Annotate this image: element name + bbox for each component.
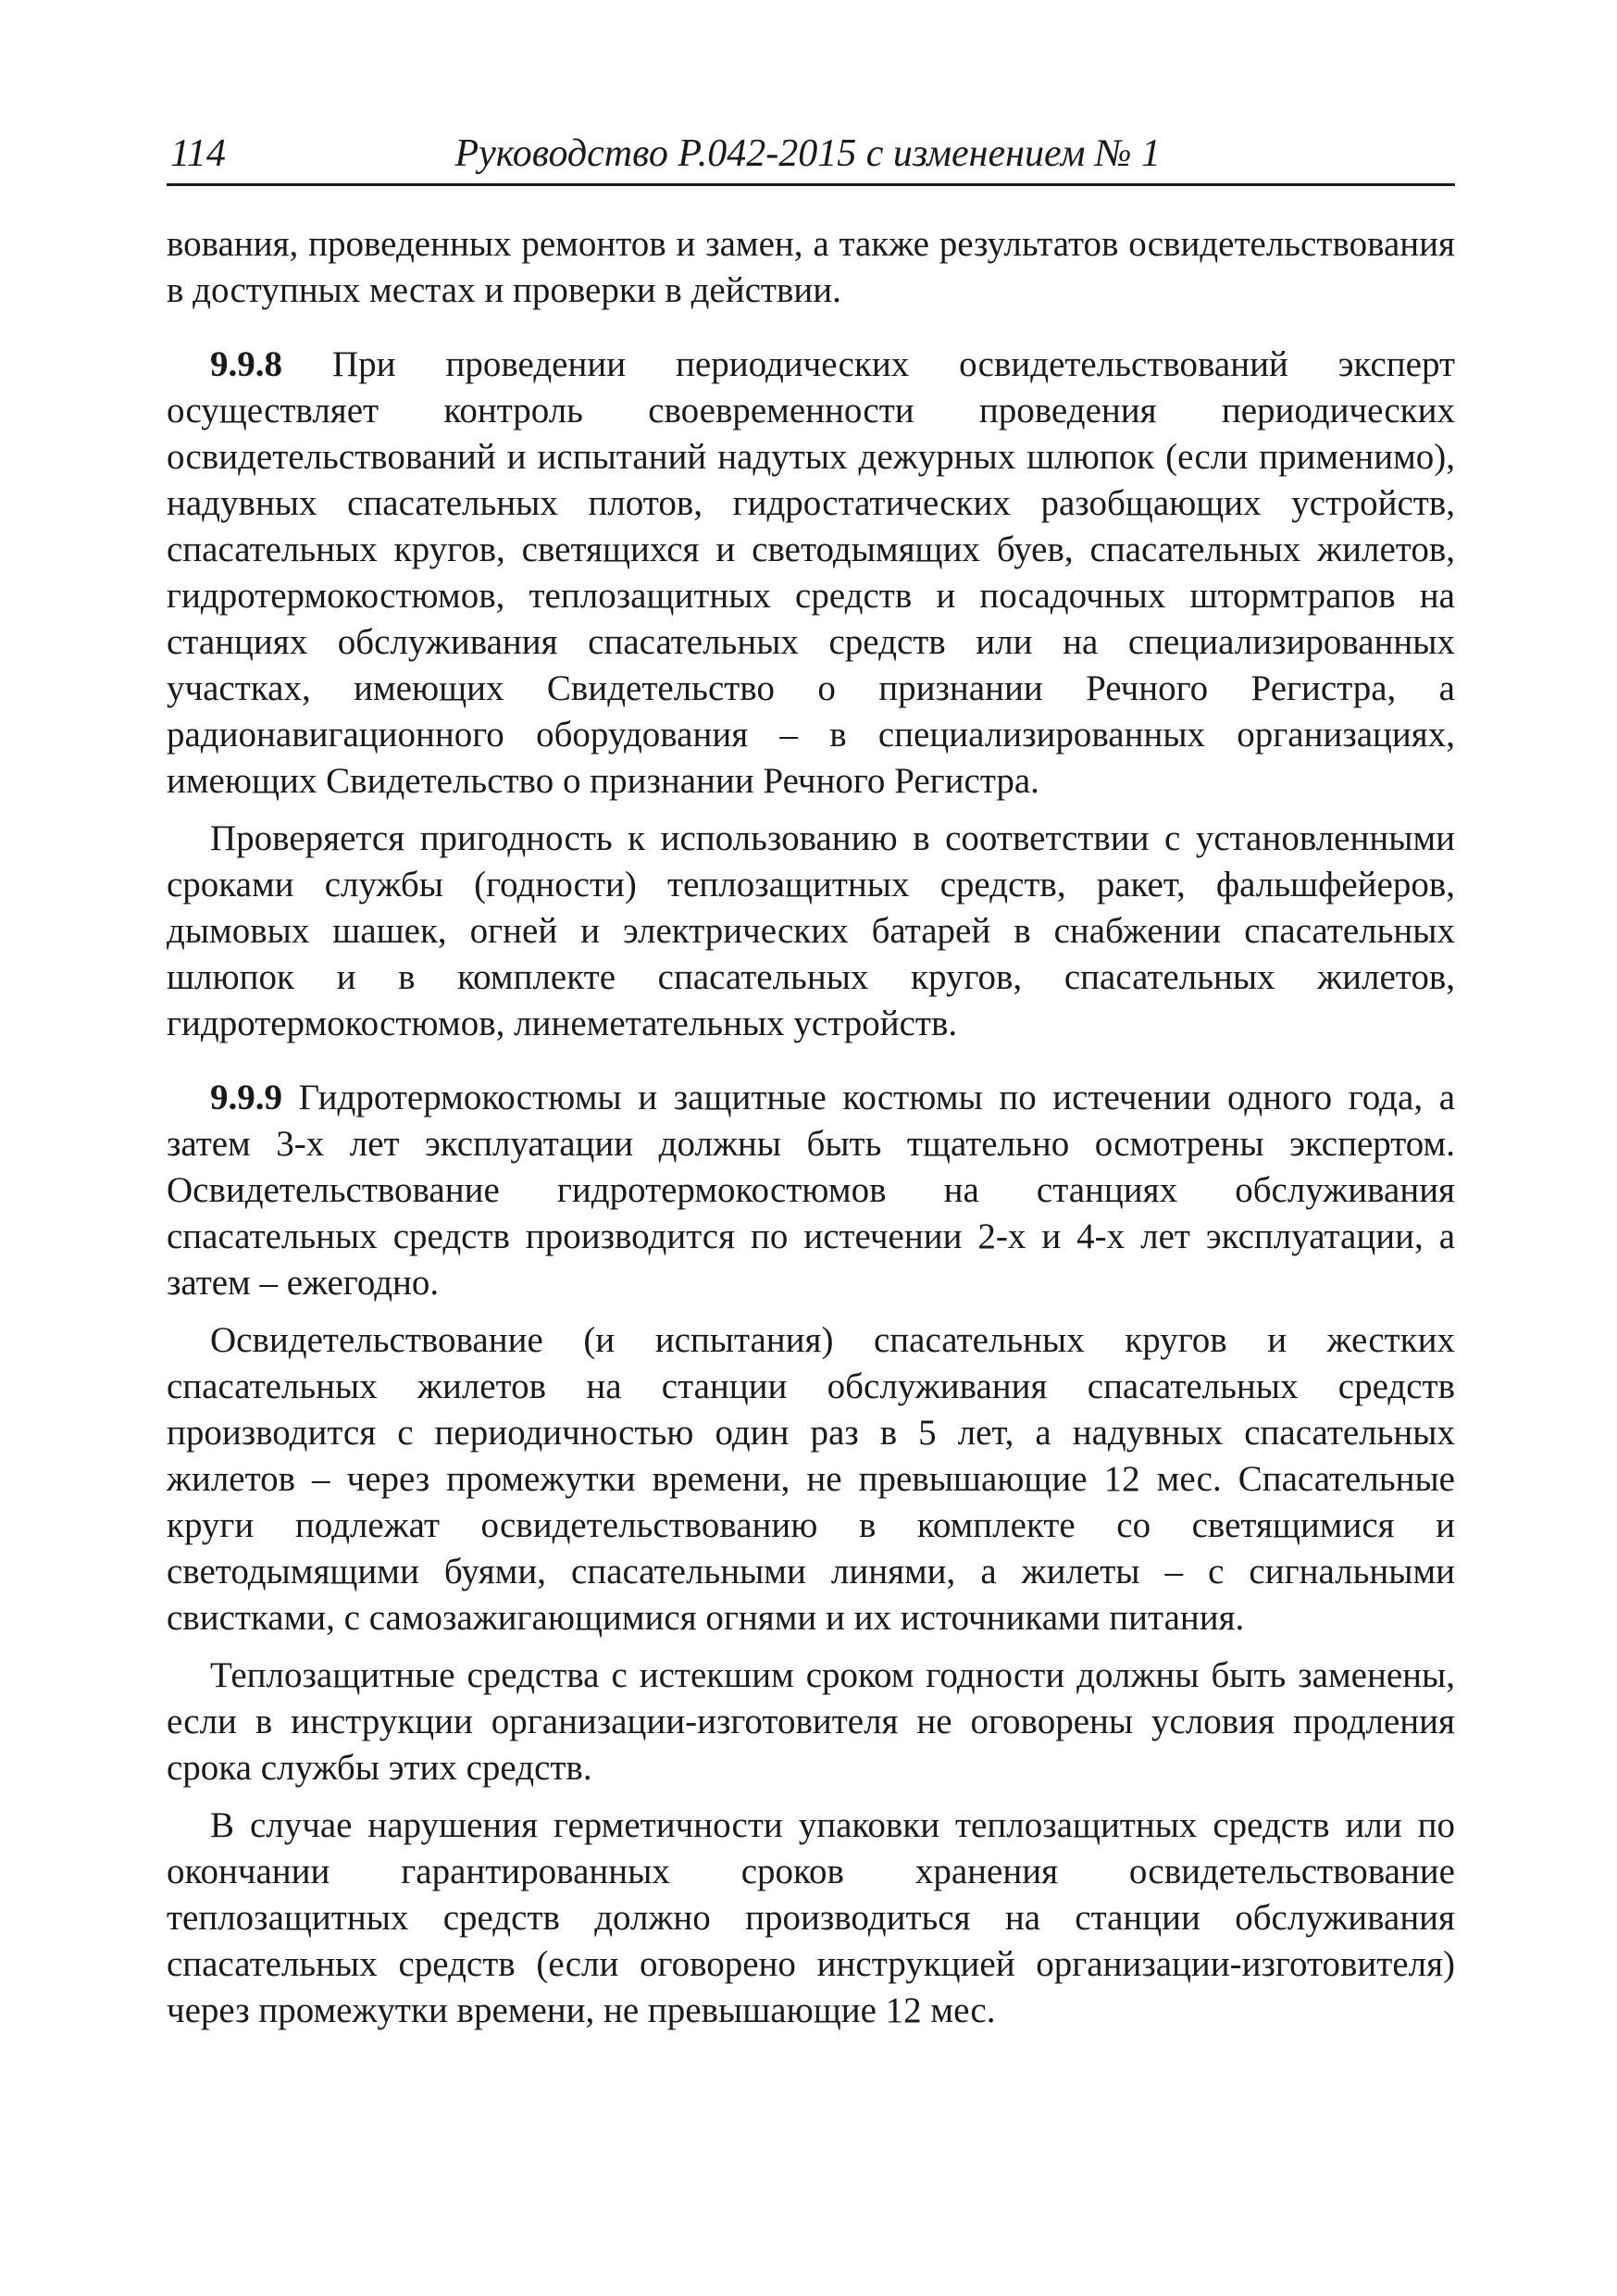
page-number: 114 [170, 132, 226, 175]
body-text [167, 221, 1455, 2034]
paragraph: Теплозащитные средства с истекшим сроком годности должны быть заменены, если в инструкции организации-изготовителя не оговорены условия продления срока службы этих средств. [167, 1655, 1455, 1788]
document-page [167, 130, 1455, 2034]
section-number: 9.9.8 [210, 344, 282, 384]
paragraph-9-9-9 [167, 1075, 1455, 1306]
paragraph: В случае нарушения герметичности упаковки теплозащитных средств или по окончании гарантированных сроков хранения освидетельствование теплозащитных средств должно производиться на станции обслуживания спасательных средств (если оговорено инструкцией организации-изготовителя) через промежутки времени, не превышающие 12 мес. [167, 1805, 1455, 2030]
section-number: 9.9.9 [210, 1078, 282, 1117]
document-title: Руководство Р.042-2015 с изменением № 1 [454, 132, 1161, 175]
paragraph: Проверяется пригодность к использованию в соответствии с установленными сроками службы (годности) теплозащитных средств, ракет, фальшфейеров, дымовых шашек, огней и электрических батарей в снабжении спасательных шлюпок и в комплекте спасательных кругов, спасательных жилетов, гидротермокостюмов, линеметательных устройств. [167, 818, 1455, 1043]
paragraph-text: Гидротермокостюмы и защитные костюмы по истечении одного года, а затем 3-х лет эксплуатации должны быть тщательно осмотрены экспертом. Освидетельствование гидротермокостюмов на станциях обслуживания спасательных средств производится по истечении 2-х и 4-х лет эксплуатации, а затем – ежегодно. [167, 1078, 1455, 1303]
paragraph-9-9-8 [167, 342, 1455, 805]
paragraph: Освидетельствование (и испытания) спасательных кругов и жестких спасательных жилетов на станции обслуживания спасательных средств производится с периодичностью один раз в 5 лет, а надувных спасательных жилетов – через промежутки времени, не превышающие 12 мес. Спасательные круги подлежат освидетельствованию в комплекте со светящимися и светодымящими буями, спасательными линями, а жилеты – с сигнальными свистками, с самозажигающимися огнями и их источниками питания. [167, 1320, 1455, 1638]
paragraph-continued: вования, проведенных ремонтов и замен, а также результатов освидетельствования в доступных местах и проверки в действии. [167, 224, 1455, 310]
running-header [167, 130, 1455, 186]
paragraph-text: При проведении периодических освидетельствований эксперт осуществляет контроль своевременности проведения периодических освидетельствований и испытаний надутых дежурных шлюпок (если применимо), надувных спасательных плотов, гидростатических разобщающих устройств, спасательных кругов, светящихся и светодымящих буев, спасательных жилетов, гидротермокостюмов, теплозащитных средств и посадочных штормтрапов на станциях обслуживания спасательных средств или на специализированных участках, имеющих Свидетельство о признании Речного Регистра, а радионавигационного оборудования – в специализированных организациях, имеющих Свидетельство о признании Речного Регистра. [167, 344, 1455, 801]
